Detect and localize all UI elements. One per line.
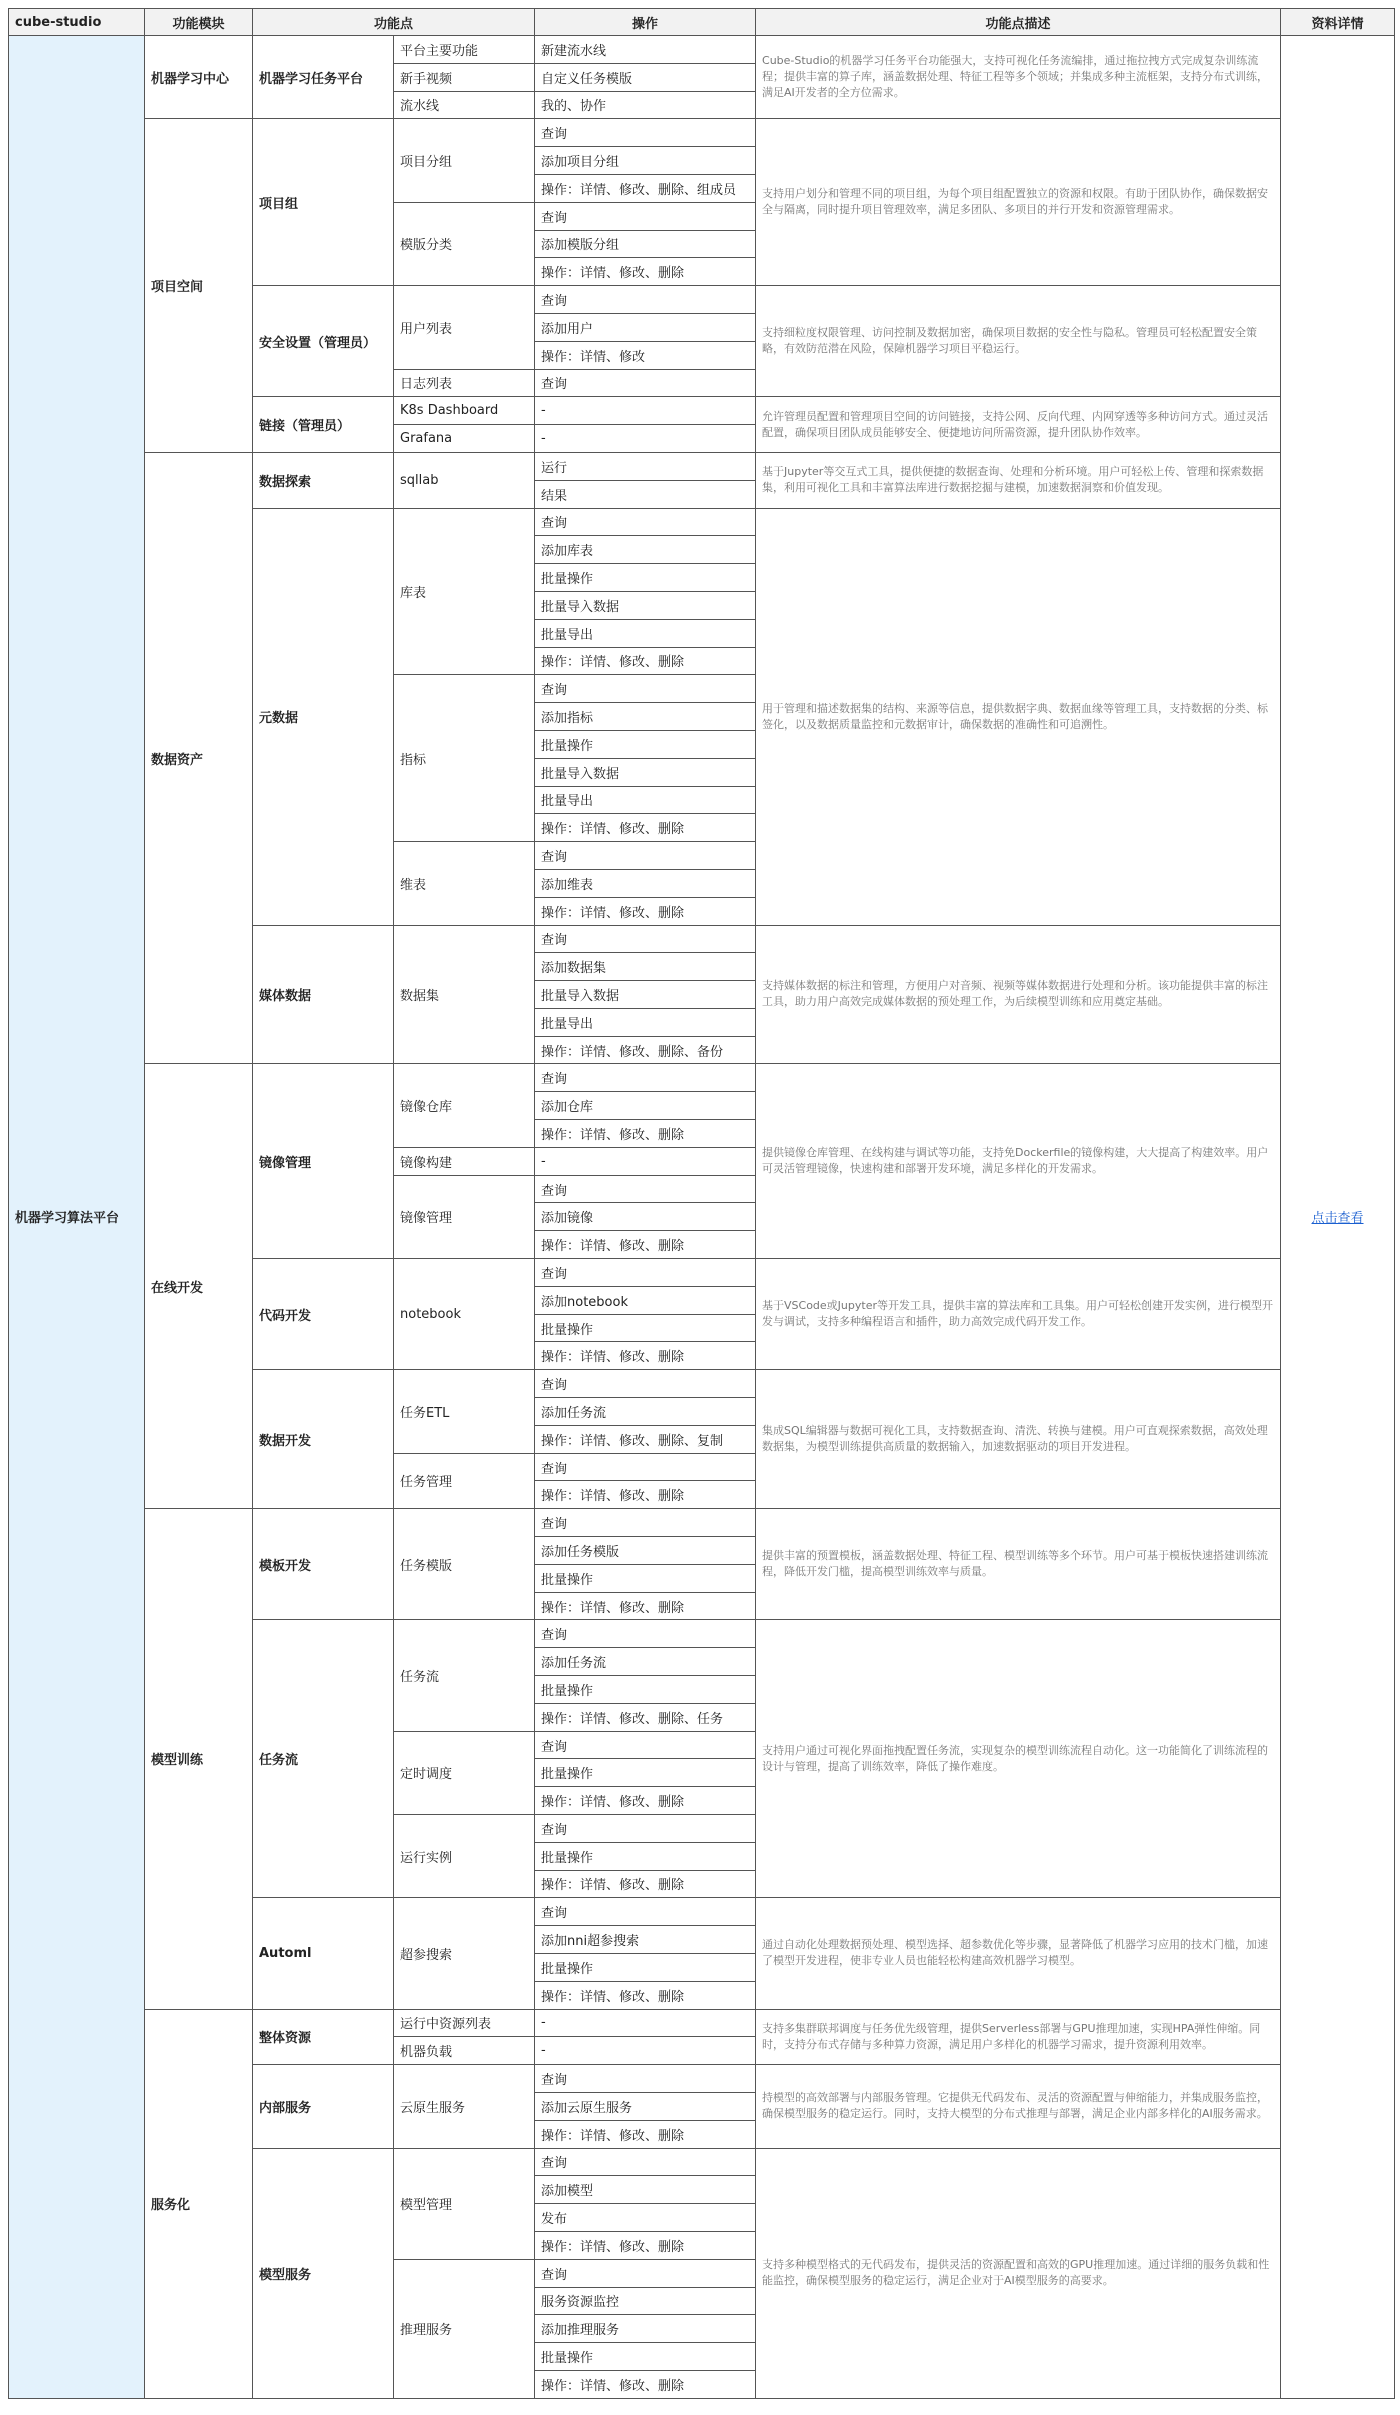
description-cell: 持模型的高效部署与内部服务管理。它提供无代码发布、灵活的资源配置与伸缩能力，并集成服务监控，确保模型服务的稳定运行。同时，支持大模型的分布式推理与部署，满足企业内部多样化的AI服务需求。 — [756, 2065, 1281, 2148]
operation-cell: 查询 — [535, 1898, 756, 1926]
operation-cell: 查询 — [535, 508, 756, 536]
operation-cell: 查询 — [535, 1731, 756, 1759]
operation-cell: 操作：详情、修改、删除 — [535, 647, 756, 675]
operation-cell: 添加任务流 — [535, 1648, 756, 1676]
operation-cell: 批量导出 — [535, 786, 756, 814]
operation-cell: 查询 — [535, 2148, 756, 2176]
feature-point-cell: 数据开发 — [253, 1370, 394, 1509]
operation-cell: 查询 — [535, 369, 756, 397]
operation-cell: 我的、协作 — [535, 91, 756, 119]
operation-cell: 添加镜像 — [535, 1203, 756, 1231]
description-cell: 集成SQL编辑器与数据可视化工具，支持数据查询、清洗、转换与建模。用户可直观探索数据，高效处理数据集，为模型训练提供高质量的数据输入，加速数据驱动的项目开发进程。 — [756, 1370, 1281, 1509]
details-cell — [1281, 36, 1395, 2399]
feature-point-cell: 任务流 — [253, 1620, 394, 1898]
operation-cell: - — [535, 2037, 756, 2065]
table-row — [9, 1509, 1395, 1537]
operation-cell: 操作：详情、修改、删除、复制 — [535, 1425, 756, 1453]
description-cell: 通过自动化处理数据预处理、模型选择、超参数优化等步骤，显著降低了机器学习应用的技术门槛，加速了模型开发进程，使非专业人员也能轻松构建高效机器学习模型。 — [756, 1898, 1281, 2009]
description-cell: 支持用户划分和管理不同的项目组，为每个项目组配置独立的资源和权限。有助于团队协作，确保数据安全与隔离，同时提升项目管理效率，满足多团队、多项目的并行开发和资源管理需求。 — [756, 119, 1281, 286]
module-cell: 数据资产 — [145, 452, 253, 1064]
sub-feature-cell: 流水线 — [394, 91, 535, 119]
feature-point-cell: 链接（管理员） — [253, 397, 394, 453]
operation-cell: 操作：详情、修改、删除 — [535, 1231, 756, 1259]
operation-cell: 添加任务流 — [535, 1398, 756, 1426]
operation-cell: 查询 — [535, 1620, 756, 1648]
sub-feature-cell: 指标 — [394, 675, 535, 842]
description-cell: 基于Jupyter等交互式工具，提供便捷的数据查询、处理和分析环境。用户可轻松上传、管理和探索数据集，利用可视化工具和丰富算法库进行数据挖掘与建模，加速数据洞察和价值发现。 — [756, 452, 1281, 508]
sub-feature-cell: 维表 — [394, 842, 535, 925]
header-description: 功能点描述 — [756, 9, 1281, 36]
sub-feature-cell: 任务ETL — [394, 1370, 535, 1453]
operation-cell: 操作：详情、修改、删除 — [535, 814, 756, 842]
operation-cell: - — [535, 397, 756, 425]
table-row — [9, 119, 1395, 147]
sub-feature-cell: 项目分组 — [394, 119, 535, 202]
operation-cell: 批量导出 — [535, 1008, 756, 1036]
operation-cell: 查询 — [535, 119, 756, 147]
operation-cell: 运行 — [535, 452, 756, 480]
operation-cell: 操作：详情、修改、删除 — [535, 1787, 756, 1815]
operation-cell: 操作：详情、修改、删除 — [535, 1481, 756, 1509]
sub-feature-cell: Grafana — [394, 425, 535, 453]
operation-cell: 新建流水线 — [535, 36, 756, 64]
operation-cell: 添加任务模版 — [535, 1537, 756, 1565]
sub-feature-cell: 库表 — [394, 508, 535, 675]
sub-feature-cell: 推理服务 — [394, 2259, 535, 2398]
description-cell: 支持媒体数据的标注和管理，方便用户对音频、视频等媒体数据进行处理和分析。该功能提供丰富的标注工具，助力用户高效完成媒体数据的预处理工作，为后续模型训练和应用奠定基础。 — [756, 925, 1281, 1064]
operation-cell: 添加库表 — [535, 536, 756, 564]
sub-feature-cell: 新手视频 — [394, 63, 535, 91]
operation-cell: 查询 — [535, 2065, 756, 2093]
header-feature-point: 功能点 — [253, 9, 535, 36]
description-cell: 支持多种模型格式的无代码发布，提供灵活的资源配置和高效的GPU推理加速。通过详细的服务负载和性能监控，确保模型服务的稳定运行，满足企业对于AI模型服务的高要求。 — [756, 2148, 1281, 2398]
operation-cell: 操作：详情、修改、删除、任务 — [535, 1703, 756, 1731]
view-details-link[interactable]: 点击查看 — [1311, 1211, 1364, 1227]
description-cell: 用于管理和描述数据集的结构、来源等信息，提供数据字典、数据血缘等管理工具，支持数据的分类、标签化，以及数据质量监控和元数据审计，确保数据的准确性和可追溯性。 — [756, 508, 1281, 925]
sub-feature-cell: 定时调度 — [394, 1731, 535, 1814]
operation-cell: 批量操作 — [535, 564, 756, 592]
operation-cell: 批量导出 — [535, 619, 756, 647]
feature-point-cell: 安全设置（管理员） — [253, 286, 394, 397]
operation-cell: 查询 — [535, 675, 756, 703]
operation-cell: - — [535, 1147, 756, 1175]
feature-point-cell: 模板开发 — [253, 1509, 394, 1620]
feature-point-cell: 镜像管理 — [253, 1064, 394, 1259]
module-cell: 机器学习中心 — [145, 36, 253, 119]
operation-cell: 查询 — [535, 202, 756, 230]
description-cell: 提供镜像仓库管理、在线构建与调试等功能，支持免Dockerfile的镜像构建，大大提高了构建效率。用户可灵活管理镜像，快速构建和部署开发环境，满足多样化的开发需求。 — [756, 1064, 1281, 1259]
operation-cell: 批量操作 — [535, 1314, 756, 1342]
sub-feature-cell: 任务流 — [394, 1620, 535, 1731]
operation-cell: 查询 — [535, 1259, 756, 1287]
operation-cell: 批量导入数据 — [535, 981, 756, 1009]
description-cell: Cube-Studio的机器学习任务平台功能强大，支持可视化任务流编排，通过拖拉拽方式完成复杂训练流程；提供丰富的算子库，涵盖数据处理、特征工程等多个领域；并集成多种主流框架，支持分布式训练，满足AI开发者的全方位需求。 — [756, 36, 1281, 119]
table-row — [9, 452, 1395, 480]
operation-cell: 操作：详情、修改、删除、备份 — [535, 1036, 756, 1064]
sub-feature-cell: 数据集 — [394, 925, 535, 1064]
sub-feature-cell: 模型管理 — [394, 2148, 535, 2259]
module-cell: 模型训练 — [145, 1509, 253, 2009]
operation-cell: 自定义任务模版 — [535, 63, 756, 91]
operation-cell: 查询 — [535, 286, 756, 314]
header-operation: 操作 — [535, 9, 756, 36]
sub-feature-cell: K8s Dashboard — [394, 397, 535, 425]
operation-cell: 操作：详情、修改、删除 — [535, 2370, 756, 2398]
operation-cell: 查询 — [535, 2259, 756, 2287]
operation-cell: 服务资源监控 — [535, 2287, 756, 2315]
feature-point-cell: 模型服务 — [253, 2148, 394, 2398]
operation-cell: 查询 — [535, 842, 756, 870]
sub-feature-cell: 日志列表 — [394, 369, 535, 397]
module-cell: 项目空间 — [145, 119, 253, 453]
sub-feature-cell: 机器负载 — [394, 2037, 535, 2065]
feature-point-cell: 项目组 — [253, 119, 394, 286]
sub-feature-cell: 镜像构建 — [394, 1147, 535, 1175]
operation-cell: 添加云原生服务 — [535, 2092, 756, 2120]
description-cell: 允许管理员配置和管理项目空间的访问链接，支持公网、反向代理、内网穿透等多种访问方式。通过灵活配置，确保项目团队成员能够安全、便捷地访问所需资源，提升团队协作效率。 — [756, 397, 1281, 453]
sub-feature-cell: 平台主要功能 — [394, 36, 535, 64]
feature-point-cell: 媒体数据 — [253, 925, 394, 1064]
header-details: 资料详情 — [1281, 9, 1395, 36]
operation-cell: 批量操作 — [535, 1953, 756, 1981]
feature-table — [8, 8, 1395, 2399]
operation-cell: 操作：详情、修改 — [535, 341, 756, 369]
operation-cell: 结果 — [535, 480, 756, 508]
operation-cell: 添加维表 — [535, 869, 756, 897]
operation-cell: 添加数据集 — [535, 953, 756, 981]
description-cell: 提供丰富的预置模板，涵盖数据处理、特征工程、模型训练等多个环节。用户可基于模板快速搭建训练流程，降低开发门槛，提高模型训练效率与质量。 — [756, 1509, 1281, 1620]
feature-point-cell: 代码开发 — [253, 1259, 394, 1370]
operation-cell: 操作：详情、修改、删除 — [535, 1592, 756, 1620]
operation-cell: 批量操作 — [535, 1759, 756, 1787]
sub-feature-cell: 镜像管理 — [394, 1175, 535, 1258]
feature-point-cell: 整体资源 — [253, 2009, 394, 2065]
operation-cell: 添加模型 — [535, 2176, 756, 2204]
description-cell: 支持多集群联邦调度与任务优先级管理，提供Serverless部署与GPU推理加速，实现HPA弹性伸缩。同时，支持分布式存储与多种算力资源，满足用户多样化的机器学习需求，提升资源利用效率。 — [756, 2009, 1281, 2065]
feature-point-cell: Automl — [253, 1898, 394, 2009]
operation-cell: 查询 — [535, 1815, 756, 1843]
operation-cell: 操作：详情、修改、删除 — [535, 897, 756, 925]
operation-cell: - — [535, 2009, 756, 2037]
operation-cell: 批量操作 — [535, 1676, 756, 1704]
operation-cell: 批量操作 — [535, 1842, 756, 1870]
operation-cell: 操作：详情、修改、删除 — [535, 1120, 756, 1148]
operation-cell: 添加nni超参搜索 — [535, 1926, 756, 1954]
sub-feature-cell: 模版分类 — [394, 202, 535, 285]
operation-cell: 批量导入数据 — [535, 758, 756, 786]
module-cell: 服务化 — [145, 2009, 253, 2398]
operation-cell: 操作：详情、修改、删除 — [535, 258, 756, 286]
operation-cell: 批量导入数据 — [535, 591, 756, 619]
feature-point-cell: 机器学习任务平台 — [253, 36, 394, 119]
description-cell: 基于VSCode或Jupyter等开发工具，提供丰富的算法库和工具集。用户可轻松创建开发实例，进行模型开发与调试，支持多种编程语言和插件，助力高效完成代码开发工作。 — [756, 1259, 1281, 1370]
operation-cell: 操作：详情、修改、删除 — [535, 2120, 756, 2148]
operation-cell: 操作：详情、修改、删除 — [535, 2231, 756, 2259]
module-cell: 在线开发 — [145, 1064, 253, 1509]
sub-feature-cell: notebook — [394, 1259, 535, 1370]
operation-cell: 添加模版分组 — [535, 230, 756, 258]
sub-feature-cell: 运行实例 — [394, 1815, 535, 1898]
operation-cell: - — [535, 425, 756, 453]
header-module: 功能模块 — [145, 9, 253, 36]
sub-feature-cell: 云原生服务 — [394, 2065, 535, 2148]
operation-cell: 操作：详情、修改、删除、组成员 — [535, 174, 756, 202]
sub-feature-cell: sqllab — [394, 452, 535, 508]
operation-cell: 批量操作 — [535, 1564, 756, 1592]
operation-cell: 批量操作 — [535, 730, 756, 758]
operation-cell: 查询 — [535, 1453, 756, 1481]
operation-cell: 批量操作 — [535, 2343, 756, 2371]
sub-feature-cell: 超参搜索 — [394, 1898, 535, 2009]
operation-cell: 添加仓库 — [535, 1092, 756, 1120]
platform-cell: 机器学习算法平台 — [9, 36, 145, 2399]
operation-cell: 添加用户 — [535, 313, 756, 341]
header-cube-studio: cube-studio — [9, 9, 145, 36]
operation-cell: 查询 — [535, 1509, 756, 1537]
operation-cell: 查询 — [535, 1370, 756, 1398]
operation-cell: 添加项目分组 — [535, 147, 756, 175]
feature-point-cell: 元数据 — [253, 508, 394, 925]
operation-cell: 发布 — [535, 2204, 756, 2232]
description-cell: 支持细粒度权限管理、访问控制及数据加密，确保项目数据的安全性与隐私。管理员可轻松配置安全策略，有效防范潜在风险，保障机器学习项目平稳运行。 — [756, 286, 1281, 397]
operation-cell: 操作：详情、修改、删除 — [535, 1342, 756, 1370]
sub-feature-cell: 运行中资源列表 — [394, 2009, 535, 2037]
operation-cell: 查询 — [535, 925, 756, 953]
operation-cell: 查询 — [535, 1064, 756, 1092]
operation-cell: 查询 — [535, 1175, 756, 1203]
sub-feature-cell: 镜像仓库 — [394, 1064, 535, 1147]
feature-point-cell: 数据探索 — [253, 452, 394, 508]
table-row — [9, 1064, 1395, 1092]
operation-cell: 添加notebook — [535, 1286, 756, 1314]
sub-feature-cell: 任务管理 — [394, 1453, 535, 1509]
sub-feature-cell: 任务模版 — [394, 1509, 535, 1620]
operation-cell: 操作：详情、修改、删除 — [535, 1870, 756, 1898]
operation-cell: 添加指标 — [535, 703, 756, 731]
description-cell: 支持用户通过可视化界面拖拽配置任务流，实现复杂的模型训练流程自动化。这一功能简化了训练流程的设计与管理，提高了训练效率，降低了操作难度。 — [756, 1620, 1281, 1898]
header-row — [9, 9, 1395, 36]
table-row — [9, 2009, 1395, 2037]
table-row — [9, 36, 1395, 64]
feature-point-cell: 内部服务 — [253, 2065, 394, 2148]
operation-cell: 操作：详情、修改、删除 — [535, 1981, 756, 2009]
sub-feature-cell: 用户列表 — [394, 286, 535, 369]
operation-cell: 添加推理服务 — [535, 2315, 756, 2343]
